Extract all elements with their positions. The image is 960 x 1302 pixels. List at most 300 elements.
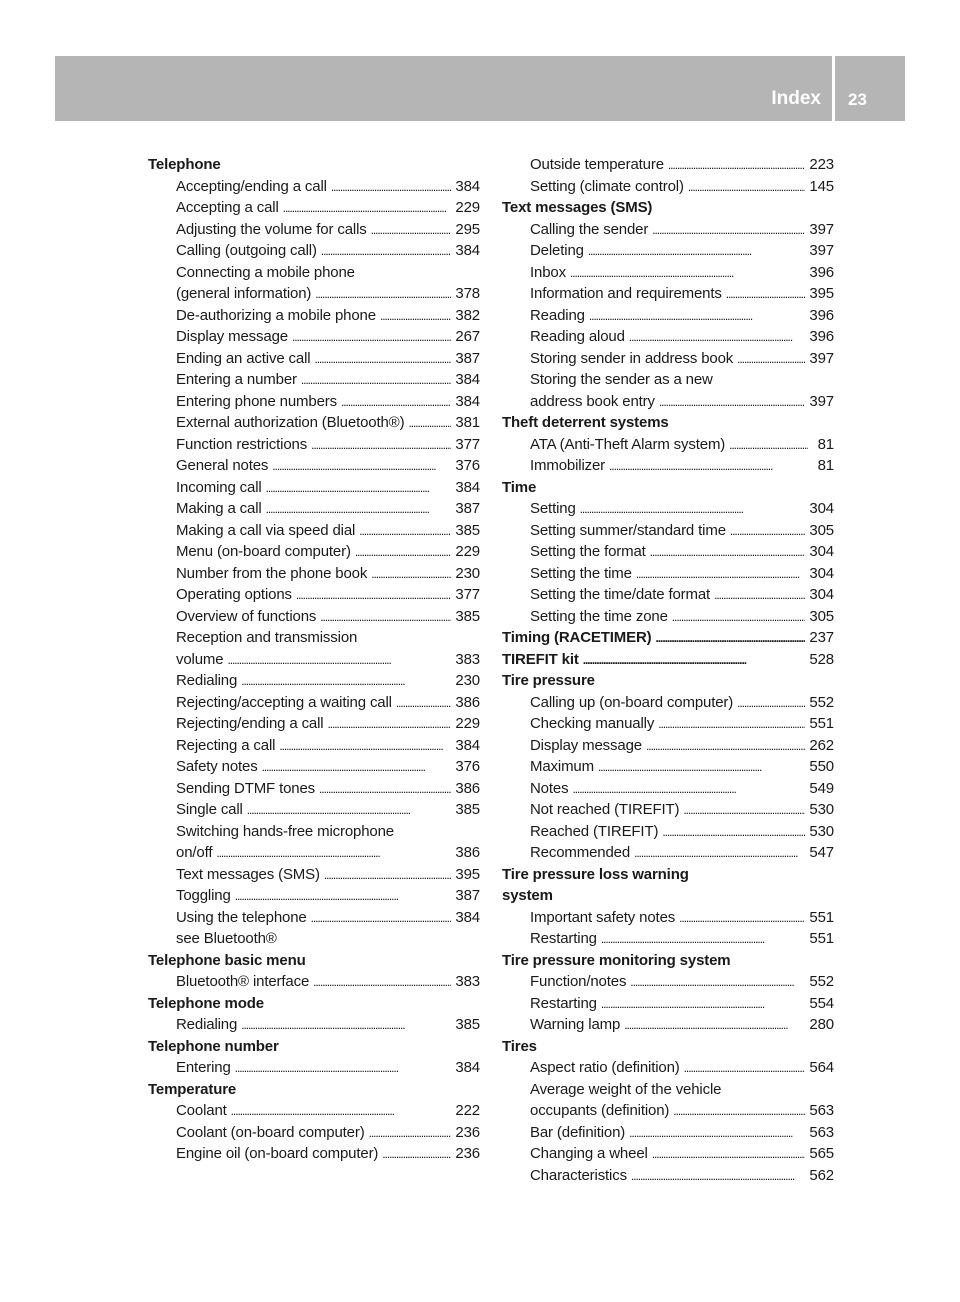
index-entry[interactable]: [502, 907, 834, 929]
leader-dots: [262, 756, 452, 779]
index-entry[interactable]: [502, 455, 834, 477]
entry-label: Using the telephone: [176, 908, 307, 926]
index-entry[interactable]: [148, 842, 480, 864]
index-entry[interactable]: [502, 305, 834, 327]
leader-dots: [629, 1122, 805, 1145]
entry-label: Tire pressure loss warning: [502, 865, 689, 883]
index-heading[interactable]: [502, 864, 834, 886]
index-entry[interactable]: [148, 1122, 480, 1144]
index-entry[interactable]: [502, 176, 834, 198]
entry-label: Timing (RACETIMER): [502, 629, 652, 646]
entry-page-number: 383: [455, 650, 480, 668]
leader-dots: [650, 541, 806, 564]
leader-dots: [355, 541, 452, 564]
entry-label: system: [502, 887, 553, 904]
index-entry[interactable]: [502, 713, 834, 735]
leader-dots: [588, 240, 806, 263]
index-entry[interactable]: [148, 799, 480, 821]
index-entry[interactable]: [148, 219, 480, 241]
leader-dots: [737, 348, 805, 371]
index-entry[interactable]: [502, 326, 834, 348]
entry-page-number: 528: [809, 650, 834, 668]
entry-label: Average weight of the vehicle: [530, 1080, 722, 1098]
entry-page-number: 395: [809, 285, 834, 302]
entry-label: Engine oil (on-board computer): [176, 1145, 379, 1162]
entry-page-number: 549: [809, 779, 834, 797]
entry-page-number: 386: [455, 693, 480, 711]
index-entry[interactable]: [148, 520, 480, 542]
entry-label: ATA (Anti-Theft Alarm system): [530, 435, 726, 453]
leader-dots: [241, 1014, 451, 1037]
leader-dots: [684, 1057, 806, 1080]
entry-label: Rejecting/ending a call: [176, 715, 324, 732]
index-entry[interactable]: [148, 1014, 480, 1036]
entry-label: Single call: [176, 801, 243, 818]
index-entry[interactable]: [502, 1057, 834, 1079]
entry-page-number: 381: [455, 414, 480, 431]
index-heading[interactable]: [148, 1079, 480, 1101]
entry-label: Information and requirements: [530, 285, 722, 302]
leader-dots: [396, 692, 452, 715]
leader-dots: [652, 1143, 806, 1166]
leader-dots: [266, 498, 452, 521]
leader-dots: [729, 434, 808, 457]
index-entry[interactable]: [502, 1014, 834, 1036]
entry-page-number: 236: [455, 1145, 480, 1162]
entry-page-number: 396: [809, 263, 834, 281]
index-entry[interactable]: [148, 176, 480, 198]
index-entry[interactable]: [148, 434, 480, 456]
entry-label: Not reached (TIREFIT): [530, 801, 680, 818]
entry-page-number: 551: [809, 908, 834, 926]
index-entry[interactable]: [148, 197, 480, 219]
index-entry[interactable]: [148, 305, 480, 327]
entry-label: Immobilizer: [530, 457, 606, 474]
index-entry[interactable]: [502, 971, 834, 993]
index-entry[interactable]: [148, 670, 480, 692]
leader-dots: [216, 842, 451, 865]
index-heading[interactable]: [148, 1036, 480, 1058]
entry-label: Coolant: [176, 1102, 227, 1119]
entry-label: Redialing: [176, 1016, 238, 1033]
entry-label: Calling up (on-board computer): [530, 693, 734, 711]
entry-label: Rejecting a call: [176, 736, 276, 754]
entry-page-number: 383: [455, 973, 480, 990]
index-entry[interactable]: [502, 219, 834, 241]
index-entry[interactable]: [502, 563, 834, 585]
index-entry[interactable]: [502, 391, 834, 413]
leader-dots: [320, 606, 451, 629]
index-entry[interactable]: [502, 369, 834, 391]
leader-dots: [601, 993, 806, 1016]
leader-dots: [646, 735, 805, 758]
page-title: Index: [771, 88, 821, 109]
entry-label: Accepting a call: [176, 199, 279, 216]
entry-label: Operating options: [176, 586, 292, 603]
leader-dots: [659, 391, 806, 414]
entry-page-number: 304: [809, 586, 834, 603]
entry-page-number: 145: [809, 177, 834, 195]
entry-label: see Bluetooth®: [176, 930, 277, 947]
index-entry[interactable]: [148, 348, 480, 370]
entry-label: Reception and transmission: [176, 629, 358, 646]
entry-page-number: 397: [809, 242, 834, 259]
entry-page-number: 551: [809, 930, 834, 947]
leader-dots: [371, 563, 451, 586]
leader-dots: [679, 907, 805, 930]
index-entry[interactable]: [502, 606, 834, 628]
index-entry[interactable]: [148, 821, 480, 843]
entry-label: Inbox: [530, 263, 566, 281]
index-entry[interactable]: [148, 1100, 480, 1122]
leader-dots: [629, 326, 806, 349]
index-heading[interactable]: [502, 197, 834, 219]
entry-label: General notes: [176, 457, 269, 474]
entry-label: Text messages (SMS): [502, 199, 653, 216]
entry-page-number: 552: [809, 973, 834, 990]
index-heading[interactable]: [502, 649, 834, 671]
index-entry[interactable]: [502, 993, 834, 1015]
index-entry[interactable]: [148, 412, 480, 434]
index-entry[interactable]: [148, 498, 480, 520]
leader-dots: [624, 1014, 805, 1037]
entry-page-number: 562: [809, 1166, 834, 1184]
entry-label: Calling (outgoing call): [176, 242, 317, 259]
index-heading[interactable]: [502, 627, 834, 649]
index-entry[interactable]: [148, 477, 480, 499]
entry-page-number: 377: [455, 435, 480, 453]
leader-dots: [331, 176, 452, 199]
entry-label: Rejecting/accepting a waiting call: [176, 693, 392, 711]
leader-dots: [359, 520, 451, 543]
entry-label: Entering phone numbers: [176, 392, 337, 410]
entry-label: Accepting/ending a call: [176, 177, 327, 195]
entry-label: Bar (definition): [530, 1123, 626, 1141]
entry-label: De-authorizing a mobile phone: [176, 306, 376, 324]
index-entry[interactable]: [148, 692, 480, 714]
leader-dots: [583, 649, 806, 672]
index-entry[interactable]: [148, 584, 480, 606]
entry-page-number: 230: [455, 564, 480, 582]
index-entry[interactable]: [502, 434, 834, 456]
entry-page-number: 387: [455, 887, 480, 904]
entry-label: Bluetooth® interface: [176, 973, 310, 990]
entry-label: Reading: [530, 306, 585, 324]
index-heading[interactable]: [148, 993, 480, 1015]
leader-dots: [314, 348, 451, 371]
entry-label: Maximum: [530, 758, 594, 775]
leader-dots: [227, 649, 451, 672]
index-entry[interactable]: [502, 928, 834, 950]
entry-label: Telephone number: [148, 1037, 279, 1055]
leader-dots: [247, 799, 452, 822]
entry-label: Setting the time zone: [530, 607, 668, 625]
leader-dots: [380, 305, 451, 328]
entry-page-number: 386: [455, 779, 480, 797]
index-entry[interactable]: [502, 799, 834, 821]
entry-page-number: 229: [455, 715, 480, 732]
entry-page-number: 267: [455, 328, 480, 345]
entry-label: Characteristics: [530, 1166, 627, 1184]
entry-page-number: 396: [809, 328, 834, 345]
index-entry[interactable]: [148, 928, 480, 950]
leader-dots: [382, 1143, 451, 1166]
leader-dots: [315, 283, 451, 306]
index-entry[interactable]: [148, 391, 480, 413]
entry-label: Toggling: [176, 887, 231, 904]
leader-dots: [279, 735, 451, 758]
entry-page-number: 551: [809, 715, 834, 732]
entry-page-number: 530: [809, 801, 834, 818]
entry-page-number: 384: [455, 1059, 480, 1076]
entry-label: Temperature: [148, 1080, 237, 1098]
index-heading[interactable]: [502, 670, 834, 692]
index-column-right: [502, 154, 834, 1186]
index-entry[interactable]: [148, 455, 480, 477]
entry-page-number: 222: [455, 1102, 480, 1119]
entry-label: Adjusting the volume for calls: [176, 220, 367, 238]
index-entry[interactable]: [502, 1122, 834, 1144]
leader-dots: [321, 240, 452, 263]
entry-label: Notes: [530, 779, 569, 797]
entry-label: Setting the time: [530, 564, 632, 582]
index-entry[interactable]: [502, 1143, 834, 1165]
index-entry[interactable]: [148, 864, 480, 886]
index-entry[interactable]: [148, 1143, 480, 1165]
page-number: 23: [848, 90, 867, 109]
index-column-left: [148, 154, 480, 1165]
index-heading[interactable]: [502, 477, 834, 499]
index-entry[interactable]: [502, 520, 834, 542]
index-entry[interactable]: [148, 283, 480, 305]
leader-dots: [714, 584, 805, 607]
index-entry[interactable]: [502, 348, 834, 370]
index-entry[interactable]: [148, 713, 480, 735]
entry-page-number: 384: [455, 392, 480, 410]
index-entry[interactable]: [148, 326, 480, 348]
index-entry[interactable]: [502, 498, 834, 520]
index-entry[interactable]: [148, 1057, 480, 1079]
leader-dots: [241, 670, 451, 693]
entry-label: Deleting: [530, 242, 584, 259]
index-entry[interactable]: [502, 778, 834, 800]
entry-page-number: 305: [809, 521, 834, 539]
index-entry[interactable]: [148, 563, 480, 585]
leader-dots: [630, 971, 805, 994]
entry-page-number: 387: [455, 349, 480, 367]
entry-label: Reading aloud: [530, 328, 625, 345]
leader-dots: [231, 1100, 452, 1123]
leader-dots: [311, 434, 451, 457]
index-entry[interactable]: [502, 735, 834, 757]
index-entry[interactable]: [502, 756, 834, 778]
index-entry[interactable]: [148, 735, 480, 757]
index-heading[interactable]: [502, 412, 834, 434]
entry-page-number: 550: [809, 758, 834, 775]
entry-page-number: 304: [809, 543, 834, 560]
leader-dots: [662, 821, 805, 844]
entry-page-number: 563: [809, 1102, 834, 1119]
entry-page-number: 385: [455, 801, 480, 818]
entry-page-number: 229: [455, 199, 480, 216]
index-entry[interactable]: [502, 692, 834, 714]
leader-dots: [369, 1122, 452, 1145]
index-entry[interactable]: [148, 240, 480, 262]
index-entry[interactable]: [148, 649, 480, 671]
entry-page-number: 386: [455, 844, 480, 861]
leader-dots: [589, 305, 806, 328]
index-entry[interactable]: [502, 154, 834, 176]
entry-label: Setting (climate control): [530, 177, 684, 195]
leader-dots: [272, 455, 451, 478]
entry-label: Tire pressure monitoring system: [502, 951, 731, 969]
index-entry[interactable]: [148, 262, 480, 284]
entry-page-number: 384: [455, 908, 480, 926]
leader-dots: [658, 713, 805, 736]
index-entry[interactable]: [148, 778, 480, 800]
entry-label: Reached (TIREFIT): [530, 822, 659, 840]
entry-label: Number from the phone book: [176, 564, 368, 582]
entry-label: Making a call: [176, 500, 262, 517]
index-entry[interactable]: [502, 262, 834, 284]
entry-page-number: 382: [455, 306, 480, 324]
index-entry[interactable]: [502, 1079, 834, 1101]
entry-page-number: 377: [455, 586, 480, 603]
index-entry[interactable]: [148, 541, 480, 563]
entry-label: occupants (definition): [530, 1102, 670, 1119]
index-entry[interactable]: [502, 821, 834, 843]
entry-label: Telephone mode: [148, 994, 264, 1012]
entry-page-number: 305: [809, 607, 834, 625]
entry-label: Redialing: [176, 672, 238, 689]
entry-page-number: 397: [809, 349, 834, 367]
index-entry[interactable]: [148, 627, 480, 649]
entry-label: Switching hands-free microphone: [176, 822, 394, 840]
index-entry[interactable]: [148, 907, 480, 929]
entry-page-number: 547: [809, 844, 834, 861]
leader-dots: [580, 498, 806, 521]
header-divider: [832, 56, 835, 121]
entry-page-number: 81: [817, 457, 834, 474]
entry-label: Tire pressure: [502, 672, 595, 689]
entry-label: Setting the format: [530, 543, 646, 560]
entry-page-number: 385: [455, 521, 480, 539]
entry-label: TIREFIT kit: [502, 650, 579, 668]
entry-page-number: 387: [455, 500, 480, 517]
leader-dots: [636, 563, 806, 586]
index-heading[interactable]: [148, 950, 480, 972]
entry-page-number: 376: [455, 758, 480, 775]
entry-page-number: 384: [455, 478, 480, 496]
entry-label: Time: [502, 478, 537, 496]
entry-label: Safety notes: [176, 758, 258, 775]
entry-page-number: 229: [455, 543, 480, 560]
entry-label: Display message: [530, 736, 642, 754]
index-heading[interactable]: [502, 950, 834, 972]
index-entry[interactable]: [502, 1100, 834, 1122]
leader-dots: [570, 262, 805, 285]
leader-dots: [283, 197, 452, 220]
leader-dots: [296, 584, 452, 607]
entry-label: Entering a number: [176, 371, 297, 388]
index-entry[interactable]: [502, 240, 834, 262]
entry-page-number: 552: [809, 693, 834, 711]
entry-page-number: 384: [455, 177, 480, 195]
leader-dots: [235, 885, 452, 908]
entry-label: Function/notes: [530, 973, 627, 990]
entry-page-number: 230: [455, 672, 480, 689]
entry-label: address book entry: [530, 392, 655, 410]
entry-label: Function restrictions: [176, 435, 308, 453]
entry-label: Telephone basic menu: [148, 951, 306, 969]
leader-dots: [324, 864, 452, 887]
index-heading[interactable]: [148, 154, 480, 176]
entry-page-number: 563: [809, 1123, 834, 1141]
index-entry[interactable]: [502, 541, 834, 563]
entry-label: Important safety notes: [530, 908, 676, 926]
leader-dots: [235, 1057, 452, 1080]
entry-page-number: 385: [455, 1016, 480, 1033]
leader-dots: [688, 176, 806, 199]
entry-page-number: 304: [809, 500, 834, 517]
entry-label: Calling the sender: [530, 220, 649, 238]
leader-dots: [631, 1165, 805, 1188]
entry-label: Display message: [176, 328, 288, 345]
index-entry[interactable]: [502, 1165, 834, 1187]
entry-page-number: 304: [809, 564, 834, 582]
entry-page-number: 237: [809, 629, 834, 646]
entry-label: Setting the time/date format: [530, 586, 711, 603]
entry-label: Checking manually: [530, 715, 655, 732]
leader-dots: [656, 627, 806, 650]
leader-dots: [726, 283, 806, 306]
index-entry[interactable]: [148, 971, 480, 993]
index-entry[interactable]: [502, 283, 834, 305]
leader-dots: [730, 520, 806, 543]
entry-label: Entering: [176, 1059, 231, 1076]
leader-dots: [601, 928, 806, 951]
leader-dots: [292, 326, 451, 349]
entry-label: Theft deterrent systems: [502, 414, 669, 431]
index-heading[interactable]: [502, 885, 834, 907]
leader-dots: [572, 778, 805, 801]
leader-dots: [341, 391, 451, 414]
entry-label: Recommended: [530, 844, 631, 861]
entry-page-number: 564: [809, 1059, 834, 1076]
entry-page-number: 395: [455, 865, 480, 883]
leader-dots: [319, 778, 451, 801]
entry-label: External authorization (Bluetooth®): [176, 414, 405, 431]
entry-page-number: 565: [809, 1145, 834, 1162]
entry-label: Storing the sender as a new: [530, 371, 713, 388]
entry-label: Setting: [530, 500, 576, 517]
entry-page-number: 81: [817, 435, 834, 453]
index-entry[interactable]: [502, 584, 834, 606]
entry-page-number: 385: [455, 607, 480, 625]
index-entry[interactable]: [148, 756, 480, 778]
index-entry[interactable]: [502, 842, 834, 864]
entry-page-number: 384: [455, 371, 480, 388]
index-heading[interactable]: [502, 1036, 834, 1058]
entry-label: Coolant (on-board computer): [176, 1123, 365, 1141]
leader-dots: [313, 971, 451, 994]
index-entry[interactable]: [148, 606, 480, 628]
entry-label: on/off: [176, 844, 213, 861]
entry-label: Menu (on-board computer): [176, 543, 351, 560]
index-entry[interactable]: [148, 369, 480, 391]
index-entry[interactable]: [148, 885, 480, 907]
entry-label: Ending an active call: [176, 349, 311, 367]
